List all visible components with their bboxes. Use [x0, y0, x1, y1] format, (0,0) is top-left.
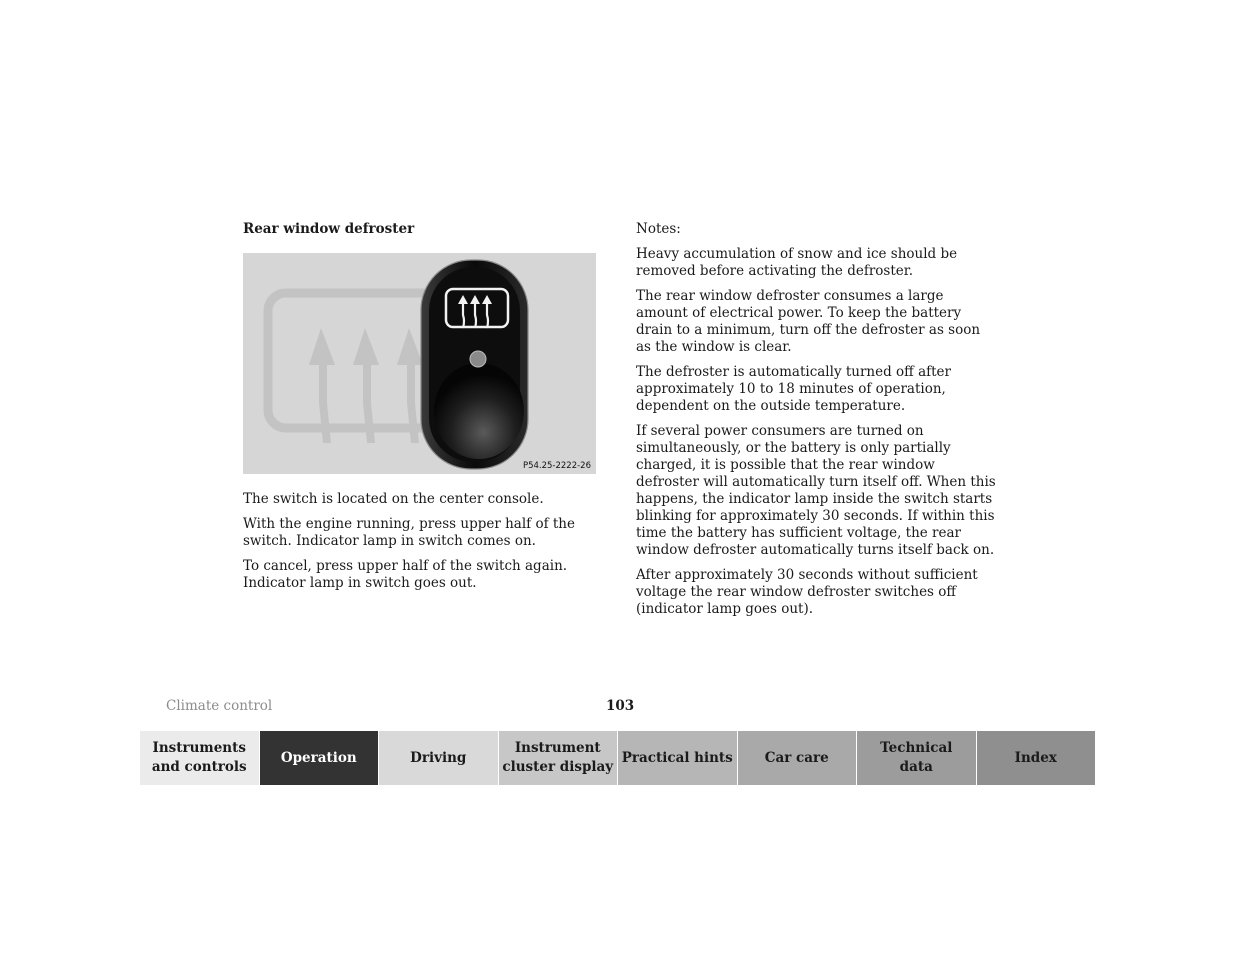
left-column: [243, 221, 605, 600]
section-heading: Rear window defroster: [243, 221, 415, 237]
notes-label: Notes:: [636, 221, 681, 237]
note-paragraph: If several power consumers are turned on simultaneously, or the battery is only partially charged, it is possible that the rear window defroster will automatically turn itself off. When this happens, the indicator lamp inside the switch starts blinking for approximately 30 seconds. If within this time the battery has sufficient voltage, the rear window defroster automatically turns itself back on.: [636, 423, 996, 558]
figure-code: P54.25-2222-26: [522, 461, 591, 471]
note-paragraph: Heavy accumulation of snow and ice should be removed before activating the defroster.: [636, 246, 958, 279]
tab-technical-data[interactable]: Technical data: [857, 731, 977, 785]
section-title: Climate control: [166, 698, 273, 714]
chapter-tabs: [140, 731, 1095, 785]
tab-operation[interactable]: Operation: [260, 731, 380, 785]
tab-practical-hints[interactable]: Practical hints: [618, 731, 738, 785]
defroster-switch-icon: [243, 253, 596, 474]
paragraph: The switch is located on the center console.: [243, 491, 544, 507]
page-number: 103: [606, 698, 635, 714]
tab-instrument-cluster-display[interactable]: Instrument cluster display: [499, 731, 619, 785]
tab-car-care[interactable]: Car care: [738, 731, 858, 785]
tab-index[interactable]: Index: [977, 731, 1096, 785]
note-paragraph: The rear window defroster consumes a large amount of electrical power. To keep the battery drain to a minimum, turn off the defroster as soon as the window is clear.: [636, 288, 981, 355]
right-column: [636, 221, 998, 626]
note-paragraph: The defroster is automatically turned off after approximately 10 to 18 minutes of operation, dependent on the outside temperature.: [636, 364, 951, 414]
note-paragraph: After approximately 30 seconds without sufficient voltage the rear window defroster switches off (indicator lamp goes out).: [636, 567, 978, 617]
paragraph: To cancel, press upper half of the switch again. Indicator lamp in switch goes out.: [243, 558, 568, 591]
tab-instruments-and-controls[interactable]: Instruments and controls: [140, 731, 260, 785]
defroster-switch-illustration: [243, 253, 596, 474]
paragraph: With the engine running, press upper half of the switch. Indicator lamp in switch comes on.: [243, 516, 575, 549]
tab-driving[interactable]: Driving: [379, 731, 499, 785]
